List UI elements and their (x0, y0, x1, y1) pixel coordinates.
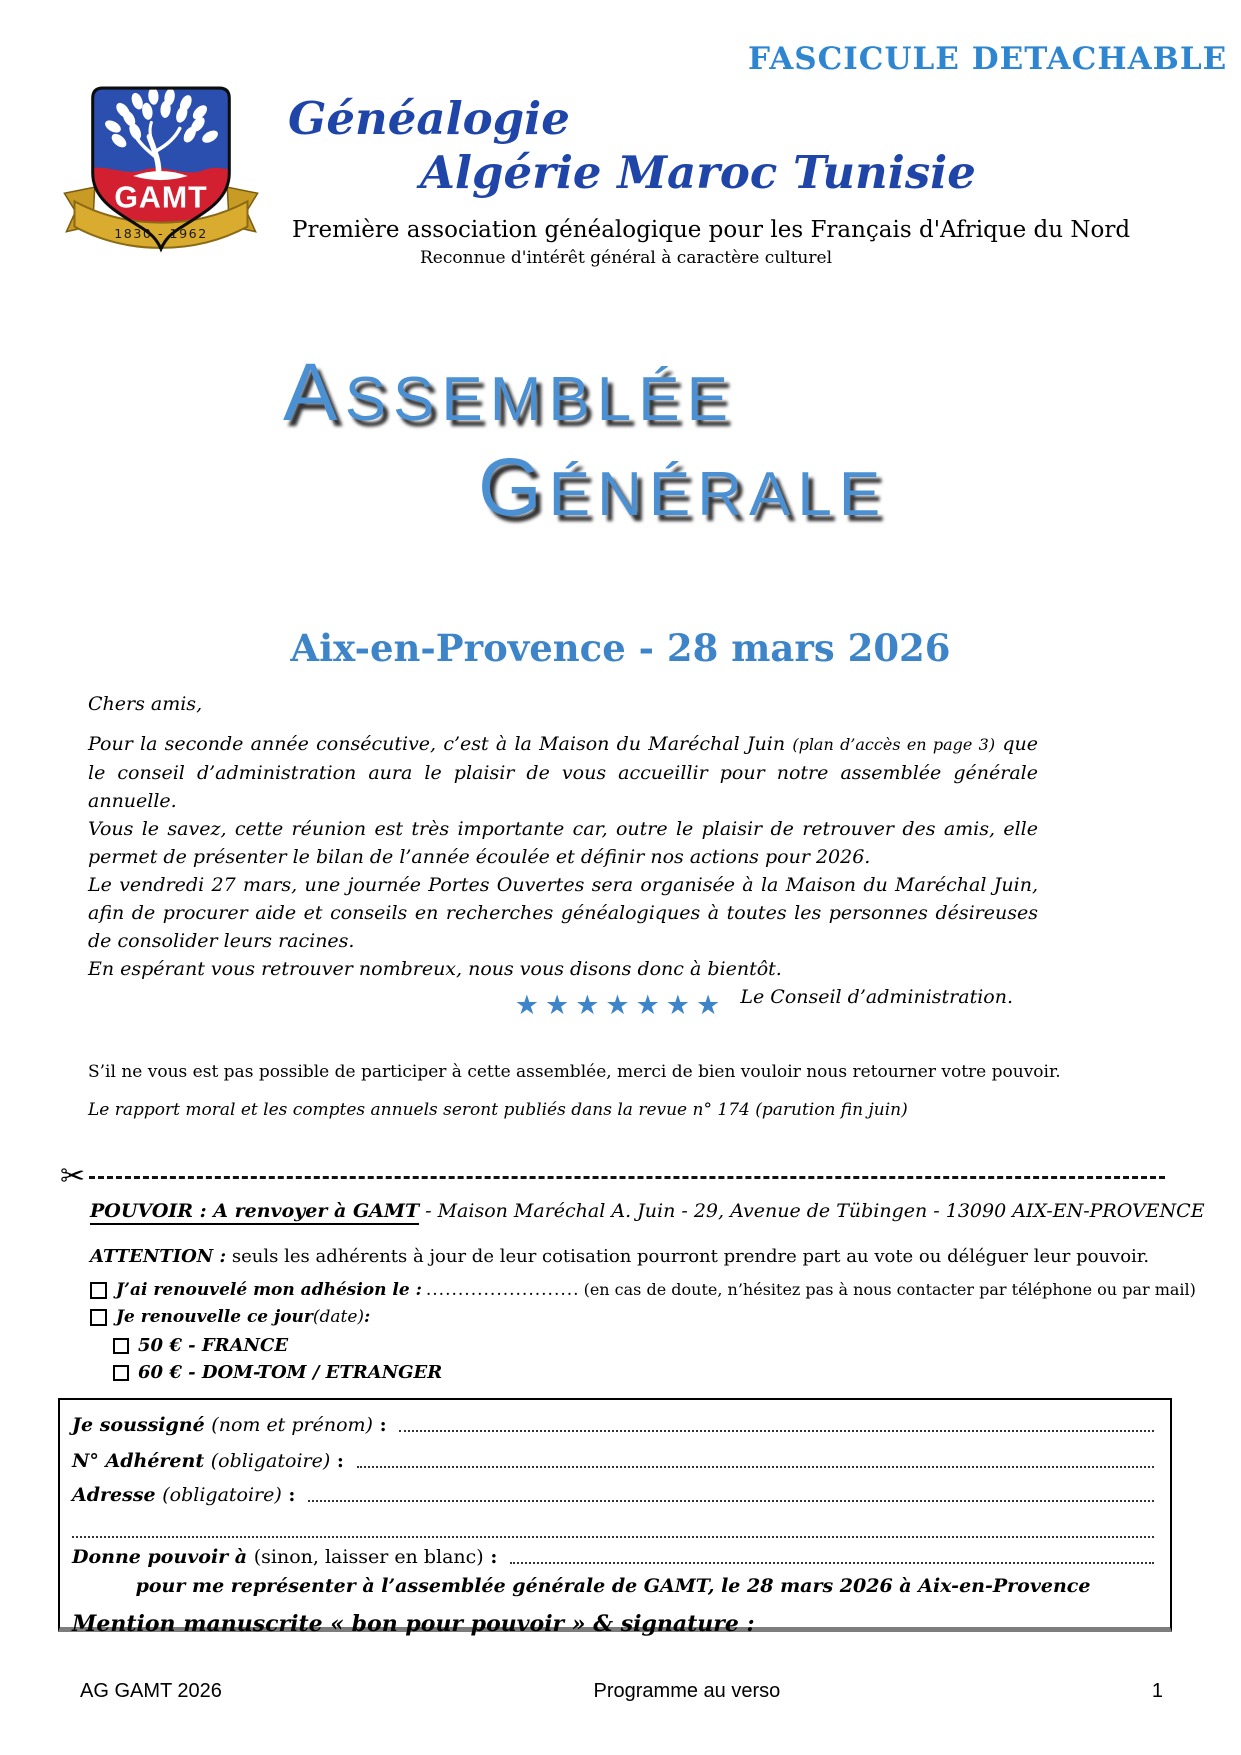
logo-years: 1830 - 1962 (114, 225, 208, 241)
footer-page-number: 1 (1151, 1680, 1163, 1702)
letter-body (88, 690, 1038, 1011)
letter-paragraph-4: En espérant vous retrouver nombreux, nous vous disons donc à bientôt. (88, 958, 782, 980)
pouvoir-heading: POUVOIR : A renvoyer à GAMT - Maison Maréchal A. Juin - 29, Avenue de Tübingen - 13090 AIX-EN-PROVENCE (90, 1200, 1205, 1222)
logo-acronym: GAMT (114, 181, 208, 215)
rapport-notice: Le rapport moral et les comptes annuels seront publiés dans la revue n° 174 (parution fin juin) (88, 1100, 908, 1120)
association-subtitle: Première association généalogique pour les Français d'Afrique du Nord (292, 217, 1131, 243)
fill-line-mandataire (510, 1562, 1154, 1564)
checkbox-adhesion-renouvelee[interactable] (90, 1282, 107, 1299)
letter-salutation: Chers amis, (88, 693, 203, 715)
association-title-line2: Algérie Maroc Tunisie (420, 146, 976, 199)
attention-note: ATTENTION : seuls les adhérents à jour de leur cotisation pourront prendre part au vote ou déléguer leur pouvoir. (90, 1246, 1150, 1267)
footer-doc-label: AG GAMT 2026 (80, 1680, 222, 1702)
association-tagline: Reconnue d'intérêt général à caractère culturel (420, 248, 833, 268)
date-fill-dots: ........................ (425, 1280, 580, 1300)
letter-signature: Le Conseil d’administration. (740, 986, 1013, 1008)
fill-line-numero (357, 1466, 1154, 1468)
pouvoir-heading-bold: POUVOIR : A renvoyer à GAMT (90, 1200, 419, 1225)
footer-verso-note: Programme au verso (593, 1680, 781, 1702)
stars-decoration: ★★★★★★★ (514, 990, 727, 1021)
event-date-heading: Aix-en-Provence - 28 mars 2026 (290, 626, 951, 670)
mention-signature-label: Mention manuscrite « bon pour pouvoir » & signature : (72, 1611, 755, 1637)
cut-here-line (60, 1158, 1165, 1196)
main-title-initial: A (283, 347, 345, 438)
plan-access-note: (plan d’accès en page 3) (792, 735, 996, 754)
proxy-form-box (58, 1398, 1172, 1637)
row-tarif-domtom: 60 € - DOM-TOM / ETRANGER (113, 1362, 442, 1383)
scissors-icon: ✂ (60, 1159, 86, 1194)
pouvoir-notice: S’il ne vous est pas possible de participer à cette assemblée, merci de bien vouloir nous retourner votre pouvoir. (88, 1062, 1061, 1082)
letter-paragraph-3: Le vendredi 27 mars, une journée Portes Ouvertes sera organisée à la Maison du Maréchal Juin, afin de procurer aide et conseils en recherches généalogiques à toutes les personnes désireuses de consolider leurs racines. (88, 874, 1038, 952)
row-renouvelle-ce-jour: Je renouvelle ce jour (date) : (90, 1307, 370, 1327)
row-adhesion-renouvelee: J’ai renouvelé mon adhésion le : ........................ (en cas de doute, n’hésitez pas à nous contacter par téléphone ou par mail) (90, 1280, 1196, 1300)
fill-line-nom (399, 1430, 1154, 1432)
main-title-assemblee: A SSEMBLÉE (283, 347, 735, 438)
field-adresse: Adresse (obligatoire) : (72, 1484, 1154, 1506)
represent-statement: pour me représenter à l’assemblée générale de GAMT, le 28 mars 2026 à Aix-en-Provence (135, 1575, 1091, 1597)
fill-line-adresse-2 (72, 1512, 1154, 1538)
field-je-soussigne: Je soussigné (nom et prénom) : (72, 1414, 1154, 1436)
checkbox-tarif-domtom[interactable] (113, 1365, 129, 1381)
letter-paragraph-2: Vous le savez, cette réunion est très importante car, outre le plaisir de retrouver des amis, elle permet de présenter le bilan de l’année écoulée et définir nos actions pour 2026. (88, 818, 1038, 868)
fascicule-detachable-label: FASCICULE DETACHABLE (748, 41, 1228, 77)
field-donne-pouvoir: Donne pouvoir à (sinon, laisser en blanc) : (72, 1546, 1154, 1568)
letter-paragraph-1: Pour la seconde année consécutive, c’est à la Maison du Maréchal Juin (plan d’accès en page 3) que le conseil d’administration aura le plaisir de vous accueillir pour notre assemblée générale annuelle. (88, 733, 1038, 812)
row-tarif-france: 50 € - FRANCE (113, 1335, 288, 1356)
gamt-logo (62, 84, 260, 258)
checkbox-renouvelle-ce-jour[interactable] (90, 1309, 107, 1326)
fill-line-adresse (308, 1500, 1154, 1502)
page-footer (80, 1680, 1163, 1703)
main-title-initial: G (478, 442, 549, 533)
association-title-line1: Généalogie (288, 92, 570, 145)
main-title-generale: G ÉNÉRALE (478, 442, 888, 533)
dashed-cut-rule (89, 1176, 1165, 1179)
checkbox-tarif-france[interactable] (113, 1338, 129, 1354)
gamt-shield-icon (62, 84, 260, 258)
field-numero-adherent: N° Adhérent (obligatoire) : (72, 1450, 1154, 1472)
